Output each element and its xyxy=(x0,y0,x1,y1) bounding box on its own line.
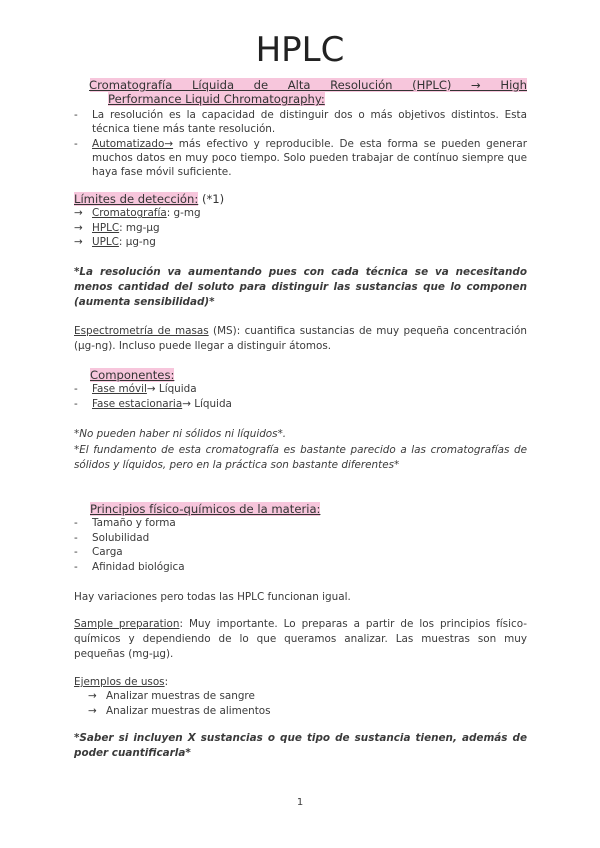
page-title: HPLC xyxy=(255,30,345,70)
list-item: → Analizar muestras de sangre xyxy=(88,690,255,703)
section-hplc xyxy=(74,78,527,180)
section-heading: Cromatografía Líquida de Alta Resolución (HPLC) → High Performance Liquid Chromatography: xyxy=(89,78,527,107)
list-item: → Analizar muestras de alimentos xyxy=(88,704,271,717)
section-heading: Componentes: xyxy=(90,368,175,382)
list-item: - Fase estacionaria→ Líquida xyxy=(74,397,232,410)
section-limites: Límites de detección: (*1) → Cromatografía: g-mg → HPLC: mg-µg → UPLC: µg-ng xyxy=(74,192,527,250)
list-item: - Automatizado→ más efectivo y reproducible. De esta forma se pueden generar muchos datos en muy poco tiempo. Solo pueden trabajar de contínuo siempre que haya fase móvil suficiente. xyxy=(74,137,527,179)
section-ejemplos: Ejemplos de usos: → Analizar muestras de sangre → Analizar muestras de alimentos xyxy=(74,675,527,718)
paragraph-sample: Sample preparation: Muy importante. Lo preparas a partir de los principios físico-químicos y dependiendo de lo que queramos analizar. Las muestras son muy pequeñas (mg-µg). xyxy=(74,618,527,660)
list-item: - Afinidad biológica xyxy=(74,560,185,573)
note-paragraph: *No pueden haber ni sólidos ni líquidos*. xyxy=(74,428,287,440)
note-paragraph: *La resolución va aumentando pues con cada técnica se va necesitando menos cantidad del soluto para distinguir las sustancias que lo componen (aumenta sensibilidad)* xyxy=(74,266,527,308)
list-item: → Cromatografía: g-mg xyxy=(74,207,201,220)
paragraph: Hay variaciones pero todas las HPLC funcionan igual. xyxy=(74,591,351,603)
list-item: - Fase móvil→ Líquida xyxy=(74,383,197,396)
list-item: - La resolución es la capacidad de distinguir dos o más objetivos distintos. Esta técnica tiene más tante resolución. xyxy=(74,108,527,136)
section-principios xyxy=(74,502,527,574)
list-item: - Tamaño y forma xyxy=(74,517,176,530)
paragraph-ms: Espectrometría de masas (MS): cuantifica sustancias de muy pequeña concentración (µg-ng). Incluso puede llegar a distinguir átomos. xyxy=(74,325,527,352)
list-item: - Solubilidad xyxy=(74,531,150,544)
note-paragraph: *El fundamento de esta cromatografía es bastante parecido a las cromatografías de sólidos y líquidos, pero en la práctica son bastante diferentes* xyxy=(74,444,527,471)
section-heading: Límites de detección: xyxy=(74,192,199,206)
list-item: - Carga xyxy=(74,546,123,559)
section-heading: Principios físico-químicos de la materia: xyxy=(90,502,321,516)
list-item: → HPLC: mg-µg xyxy=(74,221,160,234)
section-componentes xyxy=(74,368,527,411)
list-item: → UPLC: µg-ng xyxy=(74,236,156,249)
note-paragraph: *Saber si incluyen X sustancias o que tipo de sustancia tienen, además de poder cuantificarla* xyxy=(74,732,527,759)
page-number: 1 xyxy=(296,797,304,808)
